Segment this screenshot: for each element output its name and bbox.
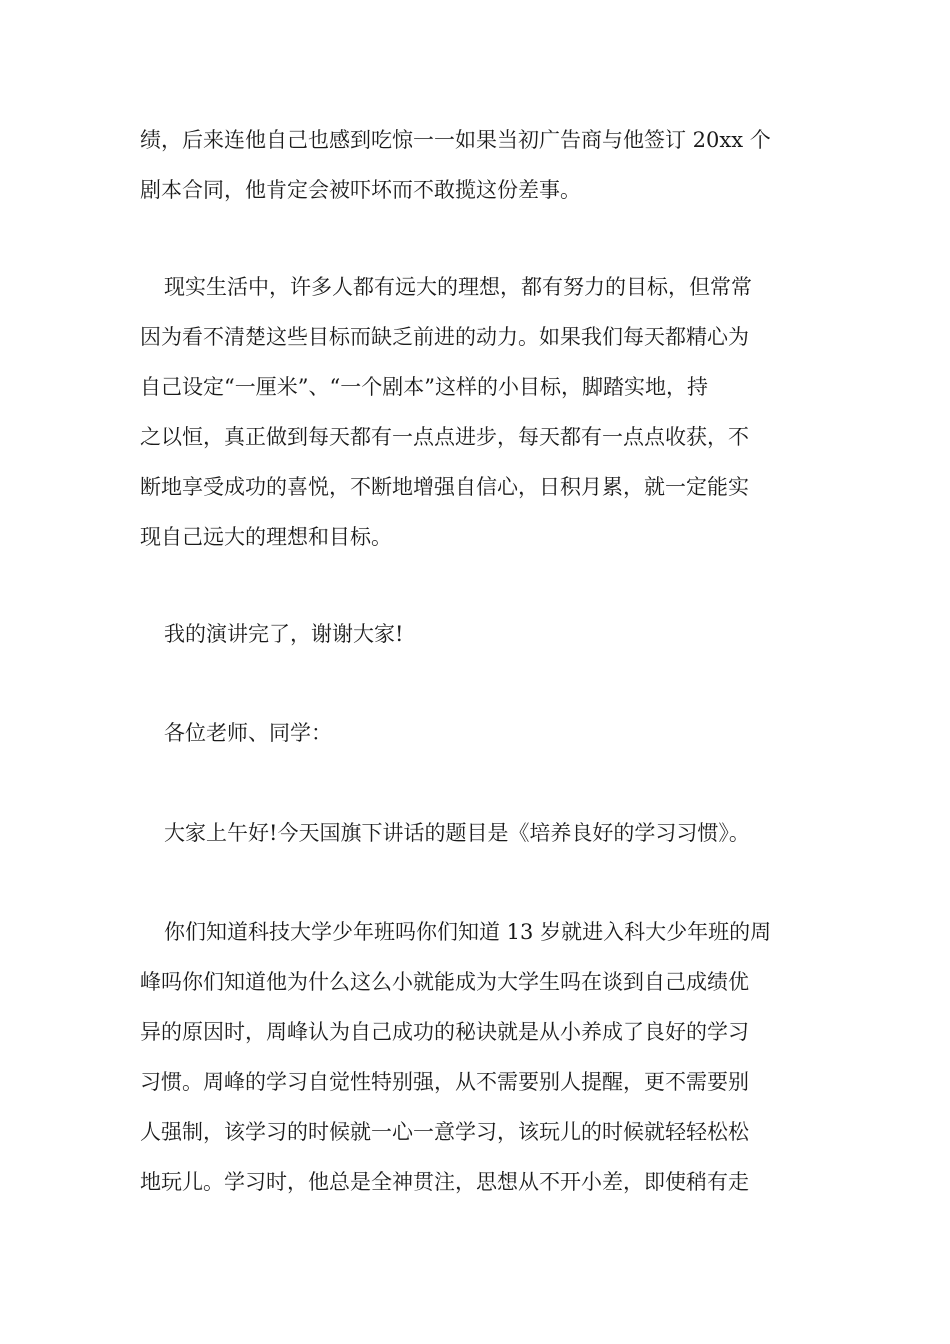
paragraph-continuation bbox=[140, 115, 812, 215]
text-line: 因为看不清楚这些目标而缺乏前进的动力。如果我们每天都精心为 bbox=[140, 325, 749, 349]
text-line: 绩，后来连他自己也感到吃惊一一如果当初广告商与他签订 20xx 个 bbox=[140, 128, 771, 152]
text-line: 断地享受成功的喜悦，不断地增强自信心，日积月累，就一定能实 bbox=[140, 475, 749, 499]
text-line: 地玩儿。学习时，他总是全神贯注，思想从不开小差，即使稍有走 bbox=[140, 1170, 749, 1194]
text-line: 剧本合同，他肯定会被吓坏而不敢揽这份差事。 bbox=[140, 178, 581, 202]
text-line: 各位老师、同学： bbox=[164, 721, 332, 745]
text-line: 我的演讲完了，谢谢大家! bbox=[164, 622, 404, 646]
text-line: 自己设定“一厘米”、“一个剧本”这样的小目标，脚踏实地，持 bbox=[140, 375, 708, 399]
text-line: 之以恒，真正做到每天都有一点点进步，每天都有一点点收获，不 bbox=[140, 425, 749, 449]
paragraph-topic bbox=[140, 808, 812, 858]
paragraph-story bbox=[140, 907, 812, 1207]
text-line: 峰吗你们知道他为什么这么小就能成为大学生吗在谈到自己成绩优 bbox=[140, 970, 749, 994]
text-line: 异的原因时，周峰认为自己成功的秘诀就是从小养成了良好的学习 bbox=[140, 1020, 749, 1044]
text-line: 习惯。周峰的学习自觉性特别强，从不需要别人提醒，更不需要别 bbox=[140, 1070, 749, 1094]
paragraph-reflection bbox=[140, 262, 812, 562]
text-line: 现自己远大的理想和目标。 bbox=[140, 525, 392, 549]
paragraph-greeting bbox=[140, 708, 812, 758]
text-line: 你们知道科技大学少年班吗你们知道 13 岁就进入科大少年班的周 bbox=[164, 920, 772, 944]
text-line: 现实生活中，许多人都有远大的理想，都有努力的目标，但常常 bbox=[164, 275, 752, 299]
paragraph-closing bbox=[140, 609, 812, 659]
text-line: 人强制，该学习的时候就一心一意学习，该玩儿的时候就轻轻松松 bbox=[140, 1120, 749, 1144]
text-line: 大家上午好!今天国旗下讲话的题目是《培养良好的学习习惯》。 bbox=[164, 821, 750, 845]
